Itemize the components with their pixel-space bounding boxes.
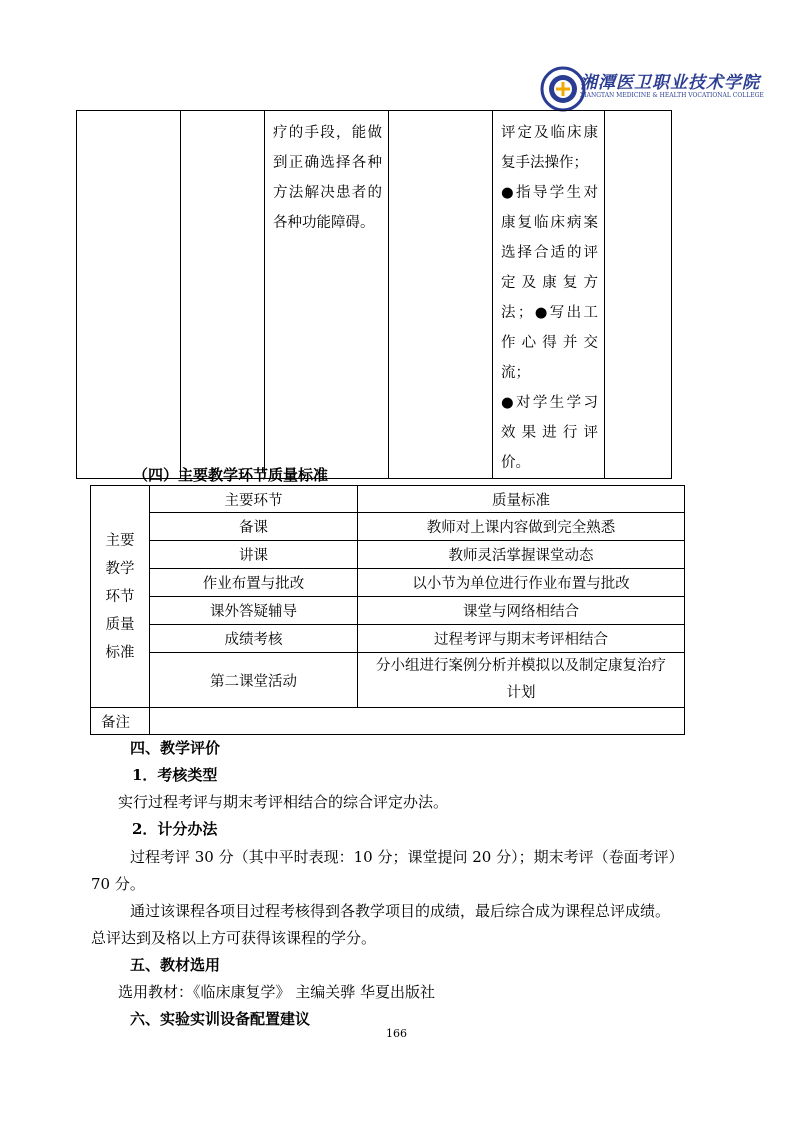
teaching-method-cell: 疗的手段，能做到正确选择各种方法解决患者的各种功能障碍。 (265, 111, 389, 479)
page-number: 166 (386, 1027, 407, 1040)
item-cell: 讲课 (150, 541, 358, 569)
paragraph: 通过该课程各项目过程考核得到各教学项目的成绩，最后综合成为课程总评成绩。 (130, 902, 671, 920)
quality-standard-table (90, 485, 685, 735)
table-row (91, 625, 685, 653)
section-title: 四、教学评价 (130, 739, 221, 757)
subsection-title: 1．考核类型 (132, 766, 218, 784)
remarks-value (150, 708, 685, 735)
activity-line: ●指导学生对康复临床病案选择合适的评定及康复方法；●写出工作心得并交流； (501, 185, 598, 381)
teaching-activities-cell (493, 111, 605, 479)
remarks-label: 备注 (91, 708, 150, 735)
standard-cell: 分小组进行案例分析并模拟以及制定康复治疗计划 (358, 653, 685, 708)
table-row (91, 597, 685, 625)
standard-cell: 过程考评与期末考评相结合 (358, 625, 685, 653)
table-cell-empty (77, 111, 181, 479)
college-name-cn: 湘潭医卫职业技术学院 (580, 73, 760, 93)
table-row (77, 111, 672, 479)
paragraph: 过程考评 30 分（其中平时表现：10 分；课堂提问 20 分）；期末考评（卷面考评） (130, 848, 684, 866)
standard-cell: 课堂与网络相结合 (358, 597, 685, 625)
section-heading: （四）主要教学环节质量标准 (133, 466, 329, 484)
item-cell: 作业布置与批改 (150, 569, 358, 597)
activity-line: ●对学生学习效果进行评价。 (501, 395, 598, 471)
paragraph: 70 分。 (91, 875, 145, 893)
paragraph: 总评达到及格以上方可获得该课程的学分。 (91, 929, 377, 947)
table-cell-empty (605, 111, 672, 479)
table-cell-empty (181, 111, 265, 479)
table-row (91, 486, 685, 513)
column-header: 主要环节 (150, 486, 358, 513)
section-title: 六、实验实训设备配置建议 (130, 1010, 311, 1028)
item-cell: 备课 (150, 513, 358, 541)
paragraph: 实行过程考评与期末考评相结合的综合评定办法。 (118, 793, 449, 811)
table-row (91, 708, 685, 735)
table-row (91, 513, 685, 541)
college-name-en: XIANGTAN MEDICINE & HEALTH VOCATIONAL COLLEGE (580, 92, 764, 99)
table-row (91, 541, 685, 569)
standard-cell: 教师对上课内容做到完全熟悉 (358, 513, 685, 541)
continued-course-table (76, 110, 672, 479)
standard-cell: 以小节为单位进行作业布置与批改 (358, 569, 685, 597)
row-header-cell: 主要教学环节质量标准 (91, 486, 150, 708)
activity-line: 评定及临床康复手法操作； (501, 125, 598, 171)
section-title: 五、教材选用 (130, 956, 221, 974)
table-row (91, 653, 685, 708)
item-cell: 成绩考核 (150, 625, 358, 653)
item-cell: 课外答疑辅导 (150, 597, 358, 625)
subsection-title: 2．计分办法 (132, 820, 218, 838)
table-cell-empty (389, 111, 493, 479)
standard-cell: 教师灵活掌握课堂动态 (358, 541, 685, 569)
column-header: 质量标准 (358, 486, 685, 513)
table-row (91, 569, 685, 597)
item-cell: 第二课堂活动 (150, 653, 358, 708)
paragraph: 选用教材：《临床康复学》 主编关骅 华夏出版社 (118, 983, 436, 1001)
